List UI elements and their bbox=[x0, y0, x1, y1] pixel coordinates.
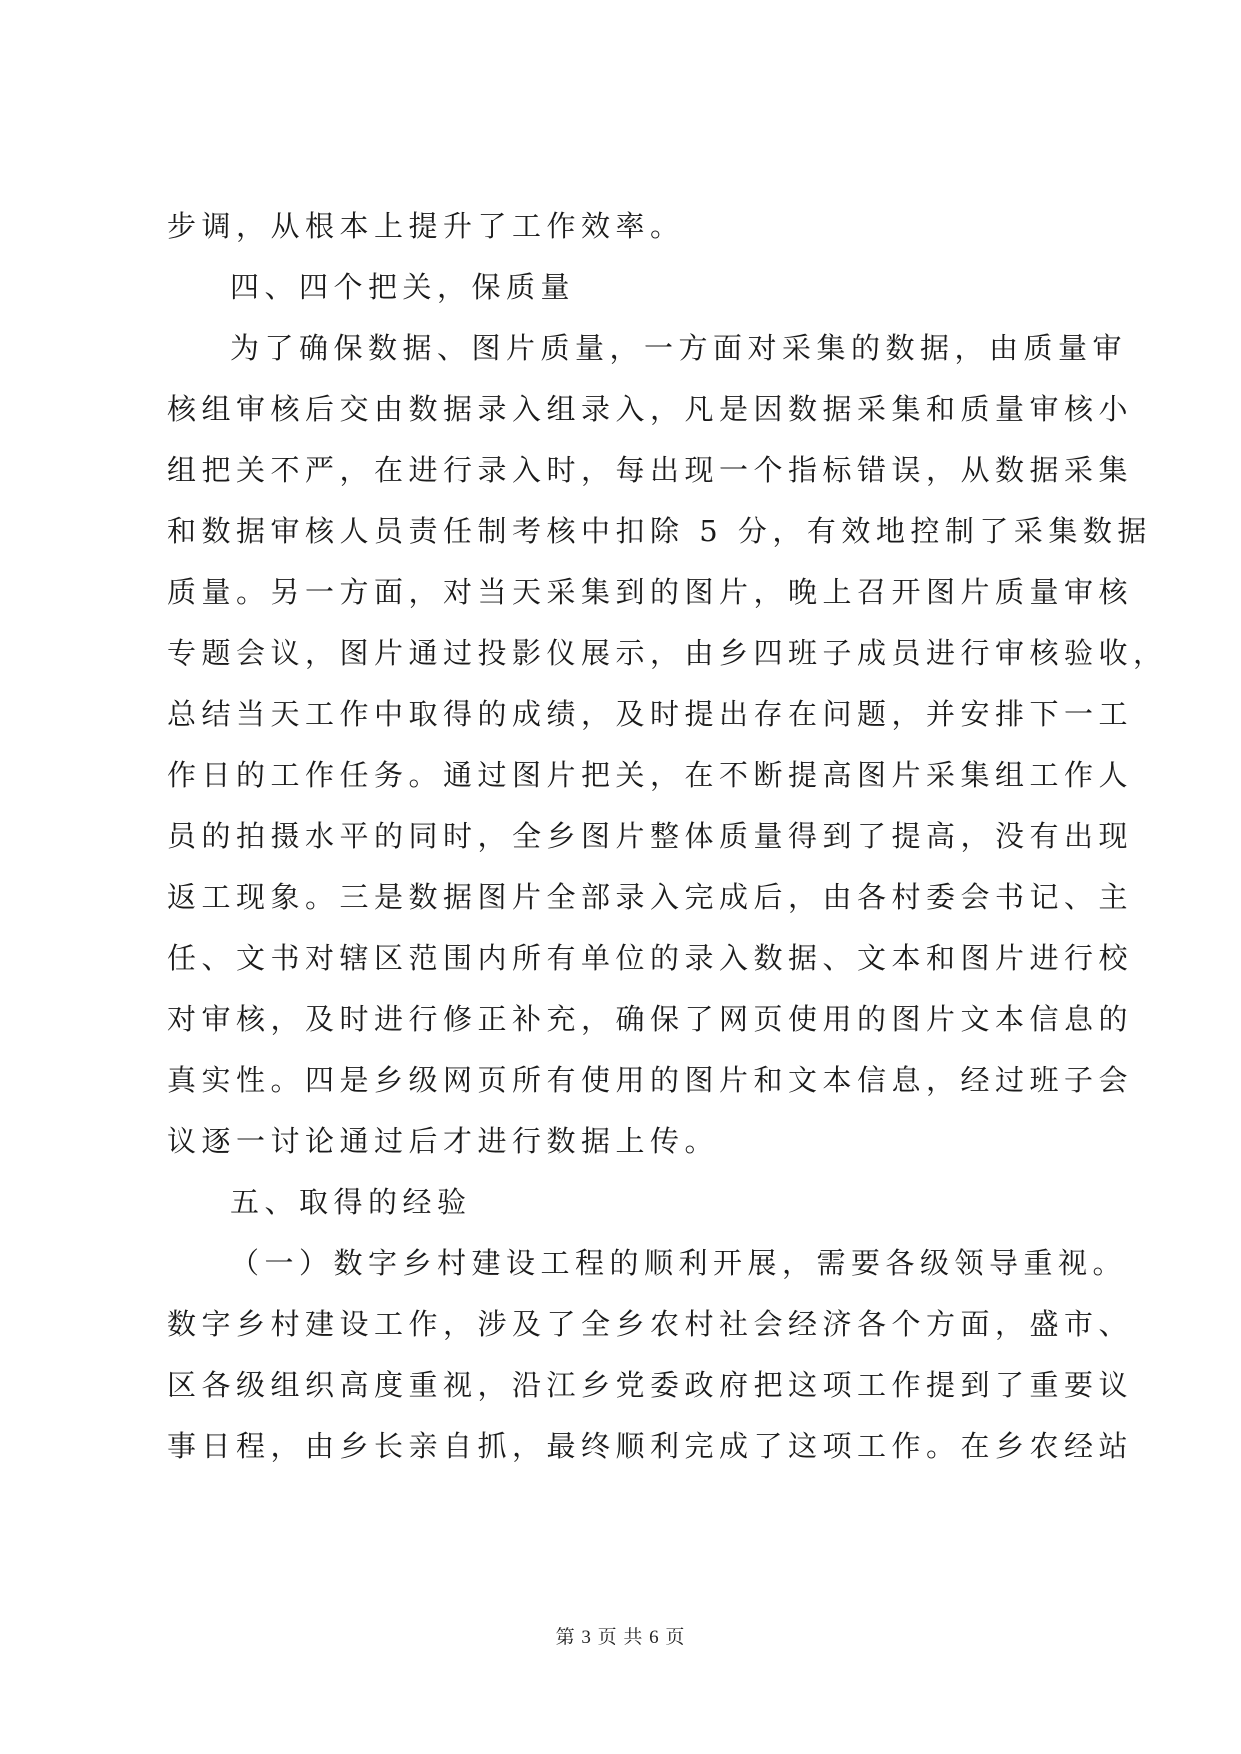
text-line: 区各级组织高度重视，沿江乡党委政府把这项工作提到了重要议 bbox=[167, 1368, 1134, 1402]
text-line: 对审核，及时进行修正补充，确保了网页使用的图片文本信息的 bbox=[167, 1002, 1134, 1036]
text-line: 数字乡村建设工作，涉及了全乡农村社会经济各个方面，盛市、 bbox=[167, 1307, 1134, 1341]
text-line: 议逐一讨论通过后才进行数据上传。 bbox=[167, 1124, 720, 1158]
text-line: 总结当天工作中取得的成绩，及时提出存在问题，并安排下一工 bbox=[167, 697, 1134, 731]
section-heading: 四、四个把关，保质量 bbox=[230, 270, 576, 304]
section-heading: 五、取得的经验 bbox=[230, 1185, 472, 1219]
text-line: 员的拍摄水平的同时，全乡图片整体质量得到了提高，没有出现 bbox=[167, 819, 1134, 853]
text-line: 和数据审核人员责任制考核中扣除 5 分，有效地控制了采集数据 bbox=[167, 514, 1152, 548]
text-line: 步调，从根本上提升了工作效率。 bbox=[167, 209, 685, 243]
text-line: （一）数字乡村建设工程的顺利开展，需要各级领导重视。 bbox=[230, 1246, 1128, 1280]
text-line: 任、文书对辖区范围内所有单位的录入数据、文本和图片进行校 bbox=[167, 941, 1134, 975]
text-line: 专题会议，图片通过投影仪展示，由乡四班子成员进行审核验收， bbox=[167, 636, 1168, 670]
text-line: 组把关不严，在进行录入时，每出现一个指标错误，从数据采集 bbox=[167, 453, 1134, 487]
text-line: 质量。另一方面，对当天采集到的图片，晚上召开图片质量审核 bbox=[167, 575, 1134, 609]
page-number-footer: 第 3 页 共 6 页 bbox=[555, 1627, 686, 1648]
text-line: 核组审核后交由数据录入组录入，凡是因数据采集和质量审核小 bbox=[167, 392, 1134, 426]
body-text bbox=[167, 196, 1168, 1477]
text-line: 作日的工作任务。通过图片把关，在不断提高图片采集组工作人 bbox=[167, 758, 1134, 792]
text-line: 事日程，由乡长亲自抓，最终顺利完成了这项工作。在乡农经站 bbox=[167, 1429, 1134, 1463]
text-line: 真实性。四是乡级网页所有使用的图片和文本信息，经过班子会 bbox=[167, 1063, 1134, 1097]
text-line: 返工现象。三是数据图片全部录入完成后，由各村委会书记、主 bbox=[167, 880, 1134, 914]
text-line: 为了确保数据、图片质量，一方面对采集的数据，由质量审 bbox=[230, 331, 1128, 365]
